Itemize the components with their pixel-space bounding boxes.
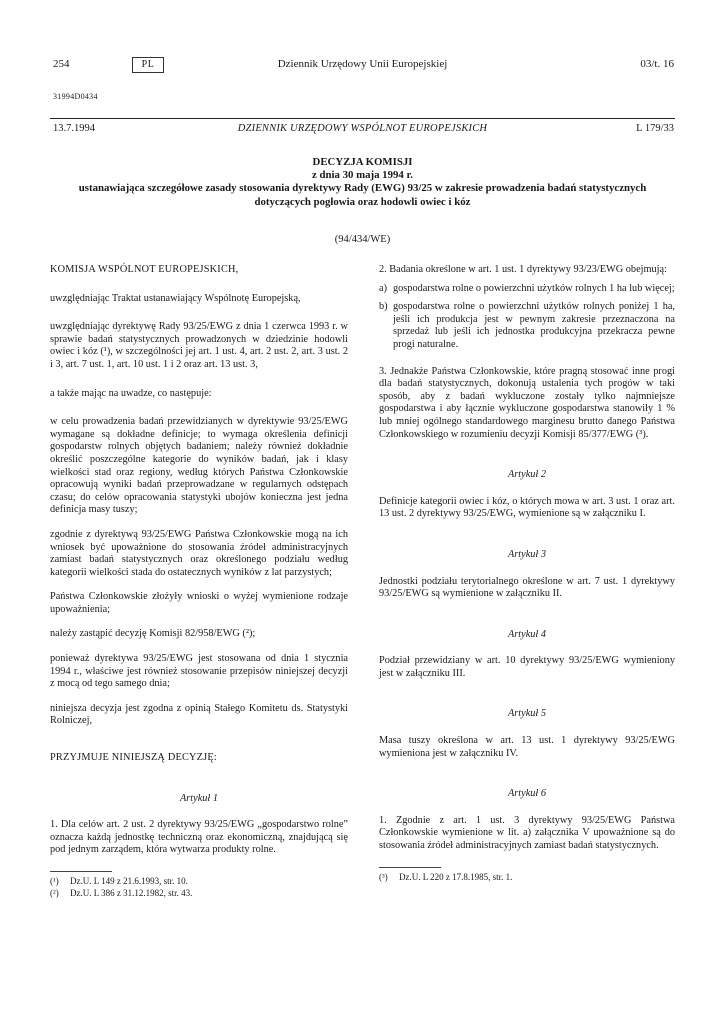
- footnote-mark: (¹): [50, 876, 59, 886]
- article-5-title: Artykuł 5: [507, 708, 547, 720]
- footnote-text: Dz.U. L 386 z 31.12.1982, str. 43.: [70, 887, 193, 898]
- left-column: [50, 264, 348, 899]
- journal-title: Dziennik Urzędowy Unii Europejskiej: [277, 58, 448, 70]
- recital-authorisation: zgodnie z dyrektywą 93/25/EWG Państwa Członkowskie mogą na ich wniosek być upoważnione do stosowania źródeł administracyjnych zamiast badań statystycznych oraz określonego podziału według kategorii wielkości stada do ostatecznych wyników z lat parzystych;: [50, 528, 348, 578]
- footnote-text: Dz.U. L 220 z 17.8.1985, str. 1.: [399, 871, 513, 882]
- celex-number: 31994D0434: [53, 92, 98, 101]
- footnote-rule: [50, 871, 112, 872]
- running-head-date: 13.7.1994: [53, 123, 95, 134]
- article-1-text: 1. Dla celów art. 2 ust. 2 dyrektywy 93/25/EWG „gospodarstwo rolne” oznacza każdą jednostkę techniczną oraz ekonomiczną, znajdującą się pod jednym zarządem, która wytwarza produkty rolne.: [50, 819, 348, 856]
- article-2-title: Artykuł 2: [507, 469, 547, 481]
- article-5-text: Masa tuszy określona w art. 13 ust. 1 dyrektywy 93/25/EWG wymieniona jest w załączniku IV.: [379, 735, 675, 759]
- recital-treaty: uwzględniając Traktat ustanawiający Wspólnotę Europejską,: [50, 292, 301, 304]
- list-item-label: b): [379, 301, 388, 313]
- article-4-title: Artykuł 4: [507, 628, 547, 640]
- footnote-mark: (³): [379, 871, 388, 882]
- recital-committee: niniejsza decyzja jest zgodna z opinią Stałego Komitetu ds. Statystyki Rolniczej,: [50, 702, 348, 727]
- list-item: [379, 301, 675, 351]
- article-1-para-3: 3. Jednakże Państwa Członkowskie, które pragną stosować inne progi dla badań statystycznych, dokonują ustalenia tych progów w taki sposób, aby z badań wykluczone zostały tylko najmniejsze gospodarstwa i aby łącznie wykluczone gospodarstwa stanowiły 1 % lub mniej ogólnego standardowego marginesu brutto danego Państwa Członkowskiego w rozumieniu decyzji Komisji 85/377/EWG (³).: [379, 365, 675, 440]
- list-item-text: gospodarstwa rolne o powierzchni użytków rolnych 1 ha lub więcej;: [393, 282, 675, 294]
- title-line-1: DECYZJA KOMISJI: [312, 156, 413, 168]
- list-item-text: gospodarstwa rolne o powierzchni użytków rolnych poniżej 1 ha, jeśli ich produkcja jest w pewnym zakresie przeznaczona na sprzedaż lub jeśli ich jednostka produkcyjna przekracza pewne progi naturalne.: [393, 301, 675, 350]
- header-rule: [50, 118, 675, 119]
- recital-definitions: w celu prowadzenia badań przewidzianych w dyrektywie 93/25/EWG wymagane są dokładne definicje; to wymaga określenia definicji gospodarstw rolnych objętych badaniem; należy również dokładnie określić poszczególne kategorie do wyników badań, jak i klasy wielkości stad oraz regiony, według których Państwa Członkowskie opracowują wyniki badań przeprowadzane w regularnych odstępach czasu; do celów opracowania statystyki ubojów konieczna jest jedna definicja masy tuszy;: [50, 416, 348, 516]
- running-head-reference: L 179/33: [636, 123, 674, 134]
- recital-directive: uwzględniając dyrektywę Rady 93/25/EWG z dnia 1 czerwca 1993 r. w sprawie badań statystycznych prowadzonych w dziedzinie hodowli owiec i kóz (¹), w szczególności jej art. 1 ust. 4, art. 2 ust. 2, art. 3 ust. 2 i 3, art. 7 ust. 1, art. 10 ust. 1 i 2 oraz art. 13 ust. 3,: [50, 321, 348, 370]
- footnote-mark: (²): [50, 887, 59, 898]
- running-head-journal: DZIENNIK URZĘDOWY WSPÓLNOT EUROPEJSKICH: [237, 123, 488, 134]
- footnote-3: [379, 872, 675, 884]
- footnotes-right: [379, 867, 675, 884]
- article-1-title: Artykuł 1: [179, 792, 219, 804]
- language-badge: PL: [132, 57, 164, 73]
- list-item-label: a): [379, 282, 387, 294]
- title-line-2: z dnia 30 maja 1994 r.: [312, 169, 413, 182]
- article-4-text: Podział przewidziany w art. 10 dyrektywy 93/25/EWG wymieniony jest w załączniku III.: [379, 655, 675, 679]
- title-line-3: ustanawiająca szczegółowe zasady stosowania dyrektywy Rady (EWG) 93/25 w zakresie prowadzenia badań statystycznych dotyczących pogłowia oraz hodowli owiec i kóz: [78, 182, 647, 208]
- article-6-text: 1. Zgodnie z art. 1 ust. 3 dyrektywy 93/25/EWG Państwa Członkowskie wymienione w lit. a) załącznika V upoważnione są do stosowania źródeł administracyjnych zamiast badań statystycznych.: [379, 814, 675, 852]
- article-3-title: Artykuł 3: [507, 548, 547, 560]
- footnote-text: Dz.U. L 149 z 21.6.1993, str. 10.: [70, 876, 188, 886]
- footnote-rule: [379, 867, 441, 868]
- right-column: [379, 264, 675, 883]
- page-number: 254: [53, 58, 70, 70]
- article-1-para-2: 2. Badania określone w art. 1 ust. 1 dyrektywy 93/23/EWG obejmują:: [379, 264, 667, 275]
- recital-intro: a także mając na uwadze, co następuje:: [50, 387, 212, 399]
- decision-title: [70, 156, 655, 209]
- recital-requests: Państwa Członkowskie złożyły wnioski o wyżej wymienione rodzaje upoważnienia;: [50, 591, 348, 615]
- adopts-heading: PRZYJMUJE NINIEJSZĄ DECYZJĘ:: [50, 752, 217, 764]
- article-6-title: Artykuł 6: [507, 788, 547, 800]
- document-number: (94/434/WE): [334, 234, 391, 245]
- commission-heading: KOMISJA WSPÓLNOT EUROPEJSKICH,: [50, 264, 239, 275]
- footnotes-left: [50, 871, 348, 899]
- footnote-2: [50, 888, 348, 900]
- issue-reference: 03/t. 16: [640, 58, 674, 70]
- recital-application: ponieważ dyrektywa 93/25/EWG jest stosowana od dnia 1 stycznia 1994 r., właściwe jest również stosowanie przepisów niniejszej decyzji z mocą od tego samego dnia;: [50, 653, 348, 690]
- recital-replace: należy zastąpić decyzję Komisji 82/958/EWG (²);: [50, 628, 256, 640]
- article-2-text: Definicje kategorii owiec i kóz, o których mowa w art. 3 ust. 1 oraz art. 13 ust. 2 dyrektywy 93/25/EWG, wymienione są w załączniku I.: [379, 495, 675, 520]
- article-3-text: Jednostki podziału terytorialnego określone w art. 7 ust. 1 dyrektywy 93/25/EWG są wymienione w załączniku II.: [379, 575, 675, 600]
- list-item: [379, 283, 675, 296]
- footnote-1: [50, 876, 348, 888]
